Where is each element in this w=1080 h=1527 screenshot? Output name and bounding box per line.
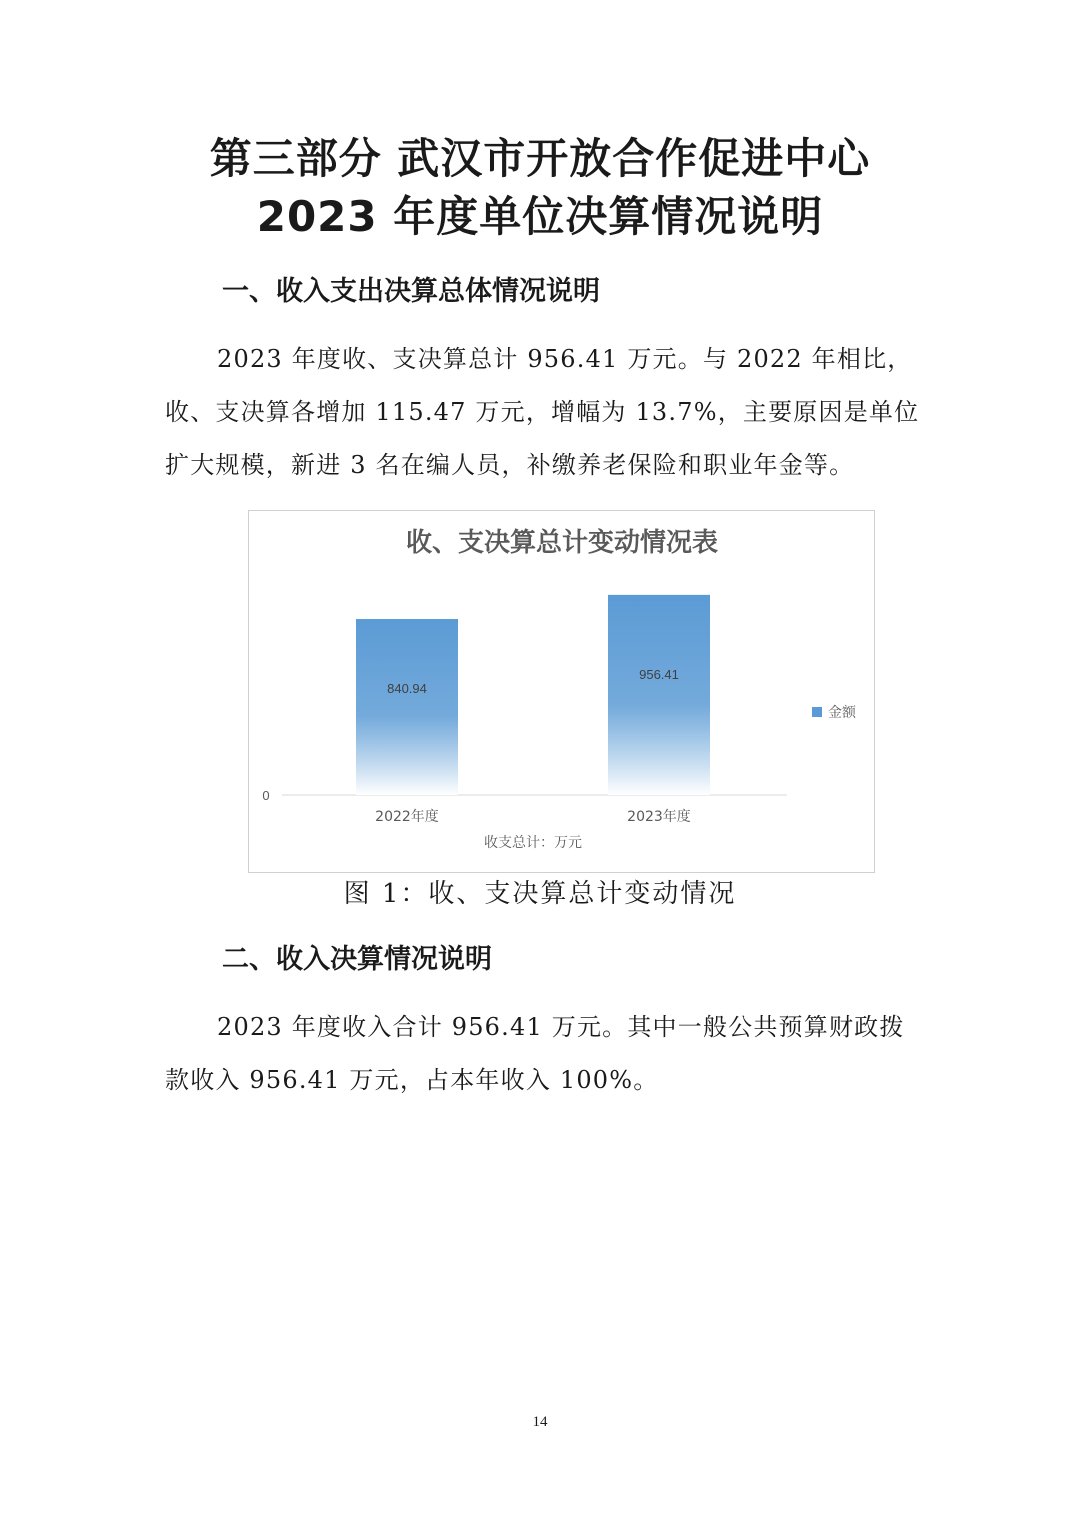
section1-heading: 一、收入支出决算总体情况说明	[222, 276, 600, 307]
bar-chart	[248, 510, 875, 873]
page-title-line2: 2023 年度单位决算情况说明	[256, 192, 824, 241]
data-label: 840.94	[387, 680, 427, 696]
legend-swatch	[812, 707, 822, 717]
section2-heading: 二、收入决算情况说明	[222, 944, 492, 975]
section1-paragraph: 2023 年度收、支决算总计 956.41 万元。与 2022 年相比，收、支决算各增加 115.47 万元，增幅为 13.7%，主要原因是单位扩大规模，新进 3 名在编人员，补缴养老保险和职业年金等。	[165, 345, 920, 479]
figure-caption: 图 1：收、支决算总计变动情况	[343, 879, 737, 909]
page-title-line1: 第三部分 武汉市开放合作促进中心	[209, 134, 871, 183]
chart-title: 收、支决算总计变动情况表	[405, 528, 719, 558]
y-tick-label-0: 0	[262, 788, 270, 803]
bar-2023年度	[608, 595, 710, 795]
chart-svg	[249, 511, 876, 874]
x-tick-label: 2022年度	[375, 809, 439, 825]
x-tick-label: 2023年度	[627, 809, 691, 825]
legend-label: 金额	[828, 705, 856, 721]
page-number: 14	[532, 1414, 548, 1430]
bar-2022年度	[356, 619, 458, 795]
bars-layer	[356, 595, 710, 825]
section2-paragraph: 2023 年度收入合计 956.41 万元。其中一般公共预算财政拨款收入 956.41 万元，占本年收入 100%。	[165, 1013, 905, 1094]
data-label: 956.41	[639, 666, 679, 682]
x-axis-title: 收支总计：万元	[484, 835, 582, 851]
